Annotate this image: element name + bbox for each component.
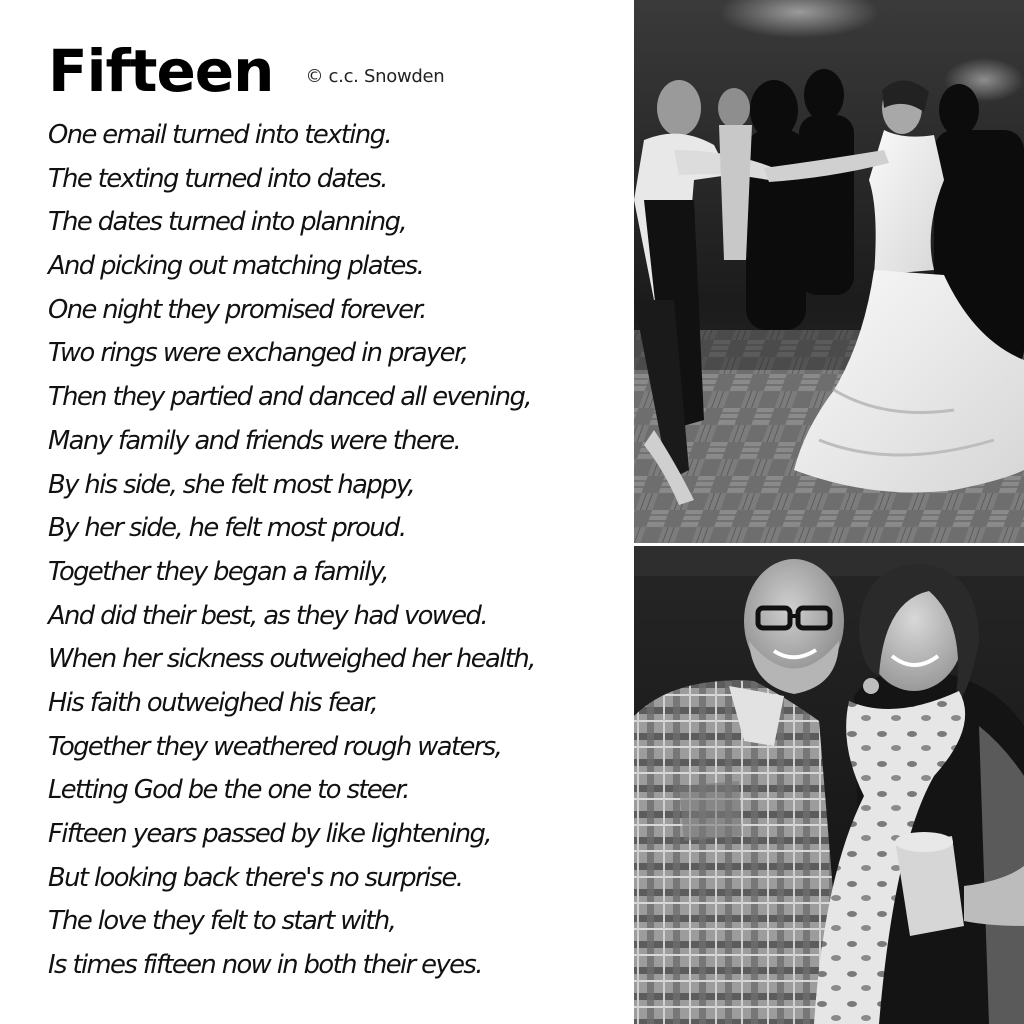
- poem-line: The dates turned into planning,: [48, 207, 406, 238]
- poem-line: The texting turned into dates.: [48, 163, 387, 194]
- poem-line: Together they began a family,: [48, 556, 388, 587]
- wedding-dance-photo: [634, 0, 1024, 543]
- copyright-credit: © c.c. Snowden: [305, 66, 445, 87]
- poem-line: By her side, he felt most proud.: [48, 513, 406, 544]
- poem-line: Is times fifteen now in both their eyes.: [48, 950, 482, 981]
- poem-line: Many family and friends were there.: [48, 425, 461, 456]
- poem-line: But looking back there's no surprise.: [48, 862, 463, 893]
- couple-portrait-photo: [634, 546, 1024, 1024]
- poem-line: By his side, she felt most happy,: [48, 469, 415, 500]
- photo-column: [634, 0, 1024, 1024]
- wedding-dance-image: [634, 0, 1024, 543]
- title-row: [48, 36, 444, 106]
- poem-line: The love they felt to start with,: [48, 906, 396, 937]
- poem-line: And picking out matching plates.: [48, 251, 424, 282]
- poem-line: Letting God be the one to steer.: [48, 775, 409, 806]
- poem-line: Two rings were exchanged in prayer,: [48, 338, 468, 369]
- poem-line: When her sickness outweighed her health,: [48, 644, 535, 675]
- poem-body: [48, 114, 633, 988]
- poem-line: Fifteen years passed by like lightening,: [48, 819, 491, 849]
- poem-line: One email turned into texting.: [48, 120, 391, 150]
- poem-line: His faith outweighed his fear,: [48, 687, 377, 718]
- poem-title: Fifteen: [48, 37, 274, 105]
- poem-line: And did their best, as they had vowed.: [48, 600, 487, 631]
- poem-line: Together they weathered rough waters,: [48, 731, 502, 762]
- couple-portrait-image: [634, 546, 1024, 1024]
- poem-line: Then they partied and danced all evening,: [48, 382, 531, 413]
- poem-line: One night they promised forever.: [48, 294, 426, 325]
